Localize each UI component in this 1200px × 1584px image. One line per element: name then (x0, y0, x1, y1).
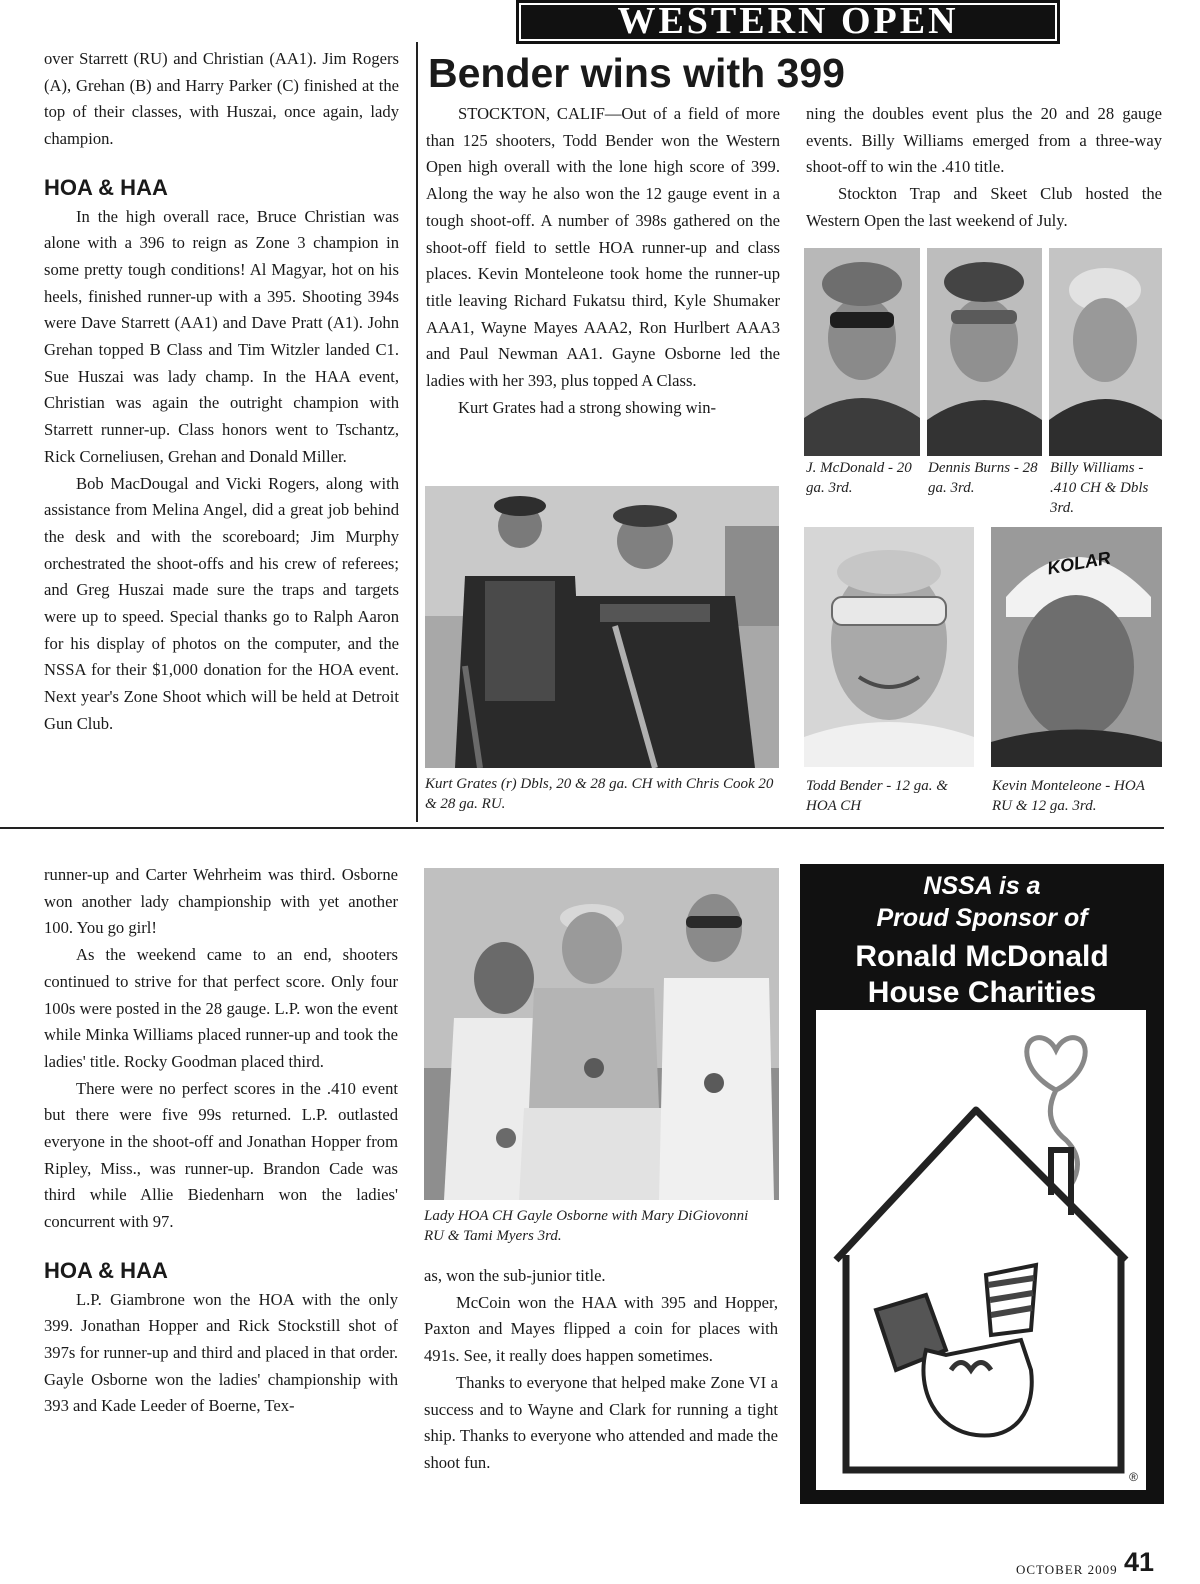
middle-column-top (426, 101, 780, 421)
hat-logo-text: KOLAR (1045, 547, 1113, 579)
article-headline: Bender wins with 399 (428, 50, 845, 96)
section-heading: HOA & HAA (44, 1257, 168, 1283)
caption-ladies: Lady HOA CH Gayle Osborne with Mary DiGiovonni RU & Tami Myers 3rd. (424, 1208, 749, 1244)
paragraph: There were no perfect scores in the .410 event but there were five 99s returned. L.P. outlasted everyone in the shoot-off and Jonathan Hopper from Ripley, Miss., was runner-up. Brandon Cade was third while Allie Biedenharn won the ladies' concurrent with 97. (44, 1078, 398, 1232)
section-banner: WESTERN OPEN (516, 0, 1060, 44)
photo-mcdonald (804, 248, 920, 456)
photo-mcdonald-art (804, 248, 920, 456)
middle-column-bottom (424, 1263, 778, 1477)
paragraph: McCoin won the HAA with 395 and Hopper, Paxton and Mayes flipped a coin for places with 491s. See, it really does happen sometimes. (424, 1292, 778, 1366)
folio-page-number: 41 (1124, 1547, 1155, 1577)
paragraph: runner-up and Carter Wehrheim was third. Osborne won another lady championship with yet another 100. You go girl! (44, 865, 398, 938)
sponsor-ad (800, 864, 1164, 1504)
photo-ladies (424, 868, 779, 1200)
photo-grates-cook-art (425, 486, 779, 768)
paragraph: as, won the sub-junior title. (424, 1266, 606, 1285)
folio-month: OCTOBER 2009 (1016, 1562, 1118, 1577)
ad-line-2: Proud Sponsor of (876, 904, 1088, 932)
column-divider (416, 42, 418, 822)
section-heading: HOA & HAA (44, 174, 168, 200)
paragraph: Bob MacDougal and Vicki Rogers, along with assistance from Melina Angel, did a great job behind the desk and with the scoreboard; Jim Murphy orchestrated the shoot-offs and his crew of referees; and Greg Huszai made sure the traps and targets were up to speed. Special thanks go to Ralph Aaron for his display of photos on the computer, and the NSSA for their $1,000 donation for the HOA event. Next year's Zone Shoot which will be held at Detroit Gun Club. (44, 473, 399, 733)
caption-monteleone: Kevin Monteleone - HOA RU & 12 ga. 3rd. (992, 778, 1145, 814)
paragraph: As the weekend came to an end, shooters continued to strive for that perfect score. Only four 100s were posted in the 28 gauge. L.P. won the event while Minka Williams placed runner-up and took the ladies' title. Rocky Goodman placed third. (44, 945, 398, 1071)
paragraph: Thanks to everyone that helped make Zone VI a success and to Wayne and Clark for running a tight ship. Thanks to everyone who attended and made the shoot fun. (424, 1372, 778, 1472)
rmhc-house-logo (816, 1010, 1146, 1490)
photo-ladies-art (424, 868, 779, 1200)
paragraph: STOCKTON, CALIF—Out of a field of more than 125 shooters, Todd Bender won the Western Open high overall with the lone high score of 399. Along the way he also won the 12 gauge event in a tough shoot-off. A number of 398s gathered on the shoot-off field to settle HOA runner-up and class places. Kevin Monteleone took home the runner-up title leaving Richard Fukatsu third, Kyle Shumaker AAA1, Wayne Mayes AAA2, Ron Hurlbert AAA3 and Paul Newman AA1. Gayne Osborne led the ladies with her 393, plus topped A Class. (426, 104, 780, 391)
photo-williams-art (1049, 248, 1162, 456)
left-column-bottom (44, 862, 398, 1420)
registered-mark: ® (1129, 1470, 1138, 1484)
ad-line-1: NSSA is a (923, 872, 1041, 900)
paragraph: ning the doubles event plus the 20 and 28 gauge events. Billy Williams emerged from a three-way shoot-off to win the .410 title. (806, 104, 1162, 177)
left-column-top (44, 46, 399, 738)
caption-grates-cook: Kurt Grates (r) Dbls, 20 & 28 ga. CH with Chris Cook 20 & 28 ga. RU. (425, 776, 774, 812)
paragraph: Kurt Grates had a strong showing win- (458, 397, 717, 417)
paragraph: In the high overall race, Bruce Christian was alone with a 396 to reign as Zone 3 champion in some pretty tough conditions! Al Magyar, hot on his heels, finished runner-up with a 395. Shooting 394s were Dave Starrett (AA1) and Dave Pratt (A1). John Grehan topped B Class and Tim Witzler landed C1. Sue Huszai was lady champ. In the HAA event, Christian was again the outright champion with Starrett runner-up. Class honors went to Tschantz, Rick Corneliusen, Grehan and Donald Miller. (44, 206, 399, 466)
caption-bender: Todd Bender - 12 ga. & HOA CH (806, 778, 948, 814)
caption-burns: Dennis Burns - 28 ga. 3rd. (928, 460, 1038, 496)
photo-bender (804, 527, 974, 767)
photo-bender-art (804, 527, 974, 767)
right-column-top (806, 101, 1162, 235)
paragraph: L.P. Giambrone won the HOA with the only 399. Jonathan Hopper and Rick Stockstill shot of 397s for runner-up and third and placed in that order. Gayle Osborne won the ladies' championship with 393 and Kade Leeder of Boerne, Tex- (44, 1289, 398, 1416)
paragraph: Stockton Trap and Skeet Club hosted the Western Open the last weekend of July. (806, 184, 1162, 230)
photo-grates-cook (425, 486, 779, 768)
caption-williams: Billy Williams - .410 CH & Dbls 3rd. (1050, 460, 1149, 516)
photo-williams (1049, 248, 1162, 456)
photo-burns (927, 248, 1042, 456)
ad-artwork (816, 1010, 1146, 1490)
photo-monteleone (991, 527, 1162, 767)
caption-mcdonald: J. McDonald - 20 ga. 3rd. (806, 460, 912, 496)
ad-line-3: Ronald McDonald (855, 940, 1109, 973)
paragraph: over Starrett (RU) and Christian (AA1). Jim Rogers (A), Grehan (B) and Harry Parker (C) finished at the top of their classes, with Huszai, once again, lady champion. (44, 49, 399, 149)
article-divider (0, 827, 1164, 829)
ad-line-4: House Charities (867, 976, 1097, 1009)
photo-burns-art (927, 248, 1042, 456)
